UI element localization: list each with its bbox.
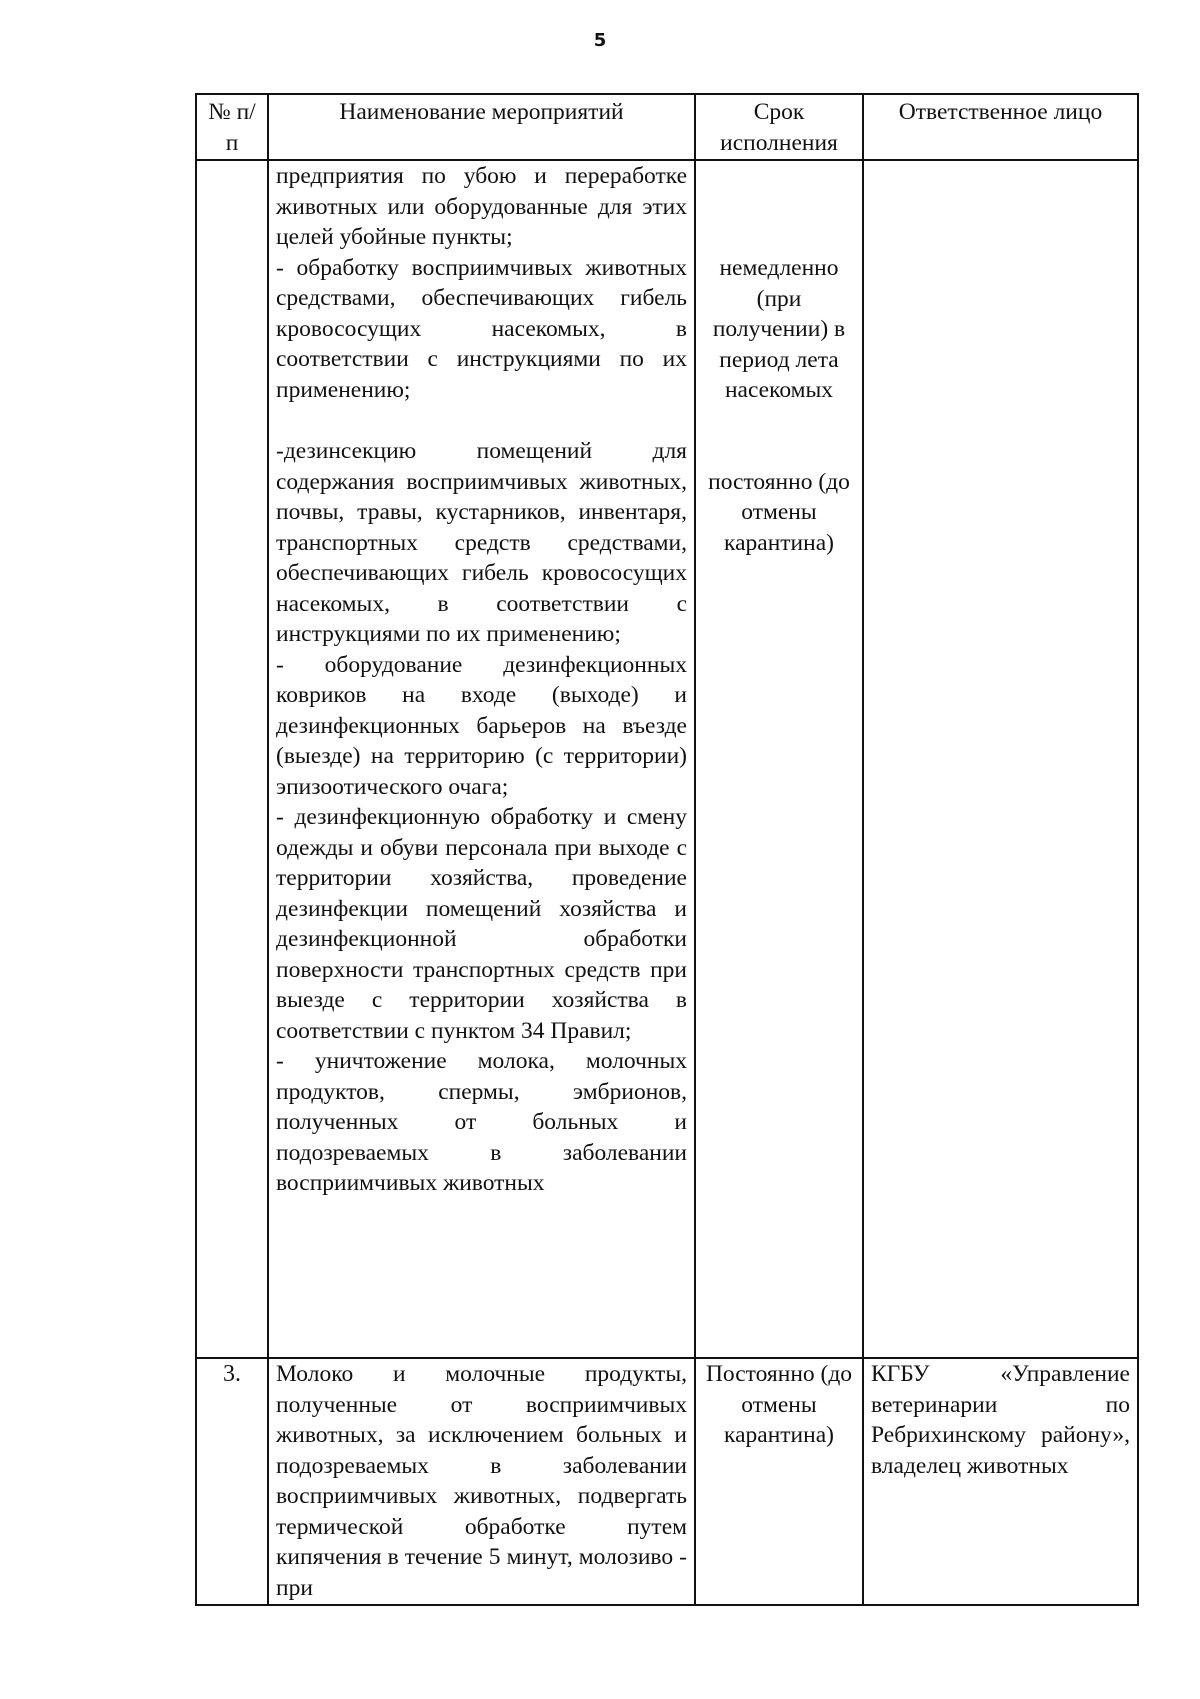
responsible-cell: [863, 160, 1138, 1358]
term-cell: [695, 160, 863, 1358]
responsible-cell: [863, 1358, 1138, 1605]
header-name: Наименование мероприятий: [268, 94, 695, 160]
term-text: немедленно (при получении) в период лета насекомых: [712, 255, 846, 403]
row-num-cell: [196, 160, 268, 1358]
row-num-cell: 3.: [196, 1358, 268, 1605]
term-text: постоянно (до отмены карантина): [708, 468, 850, 556]
table-row: [196, 160, 1138, 1358]
measure-paragraph: Молоко и молочные продукты, полученные от восприимчивых животных, за исключением больных и подозреваемых в заболевании восприимчивых животных, подвергать термической обработке путем кипячения в течение 5 минут, молозиво - при: [276, 1361, 687, 1601]
measures-table: [195, 93, 1139, 1606]
table-header-row: [196, 94, 1138, 160]
header-num: № п/п: [196, 94, 268, 160]
page-number: 5: [593, 30, 607, 51]
term-text: Постоянно (до отмены карантина): [705, 1361, 853, 1448]
measure-paragraph: - оборудование дезинфекционных ковриков на входе (выходе) и дезинфекционных барьеров на въезде (выезде) на территорию (с территории) эпизоотического очага;: [276, 651, 687, 800]
measure-paragraph: -дезинсекцию помещений для содержания восприимчивых животных, почвы, травы, кустарников, инвентаря, транспортных средств средствами, обеспечивающих гибель кровососущих насекомых, в соответствии с инструкциями по их применению;: [276, 438, 687, 647]
measure-paragraph: - обработку восприимчивых животных средствами, обеспечивающих гибель кровососущих насекомых, в соответствии с инструкциями по их применению;: [276, 254, 687, 403]
header-term: Срок исполнения: [695, 94, 863, 160]
table-row: [196, 1358, 1138, 1605]
term-cell: [695, 1358, 863, 1605]
responsible-org: КГБУ «Управление ветеринарии по Ребрихинскому району»,: [871, 1361, 1130, 1448]
measure-paragraph: предприятия по убою и переработке животных или оборудованные для этих целей убойные пункты;: [276, 163, 687, 250]
measures-cell: [268, 160, 695, 1358]
responsible-owner: владелец животных: [871, 1452, 1069, 1479]
measure-paragraph: - уничтожение молока, молочных продуктов, спермы, эмбрионов, полученных от больных и подозреваемых в заболевании восприимчивых животных: [276, 1048, 687, 1196]
measure-paragraph: - дезинфекционную обработку и смену одежды и обуви персонала при выходе с территории хозяйства, проведение дезинфекции помещений хозяйства и дезинфекционной обработки поверхности транспортных средств при выезде с территории хозяйства в соответствии с пунктом 34 Правил;: [276, 804, 687, 1044]
header-responsible: Ответственное лицо: [863, 94, 1138, 160]
measures-cell: [268, 1358, 695, 1605]
